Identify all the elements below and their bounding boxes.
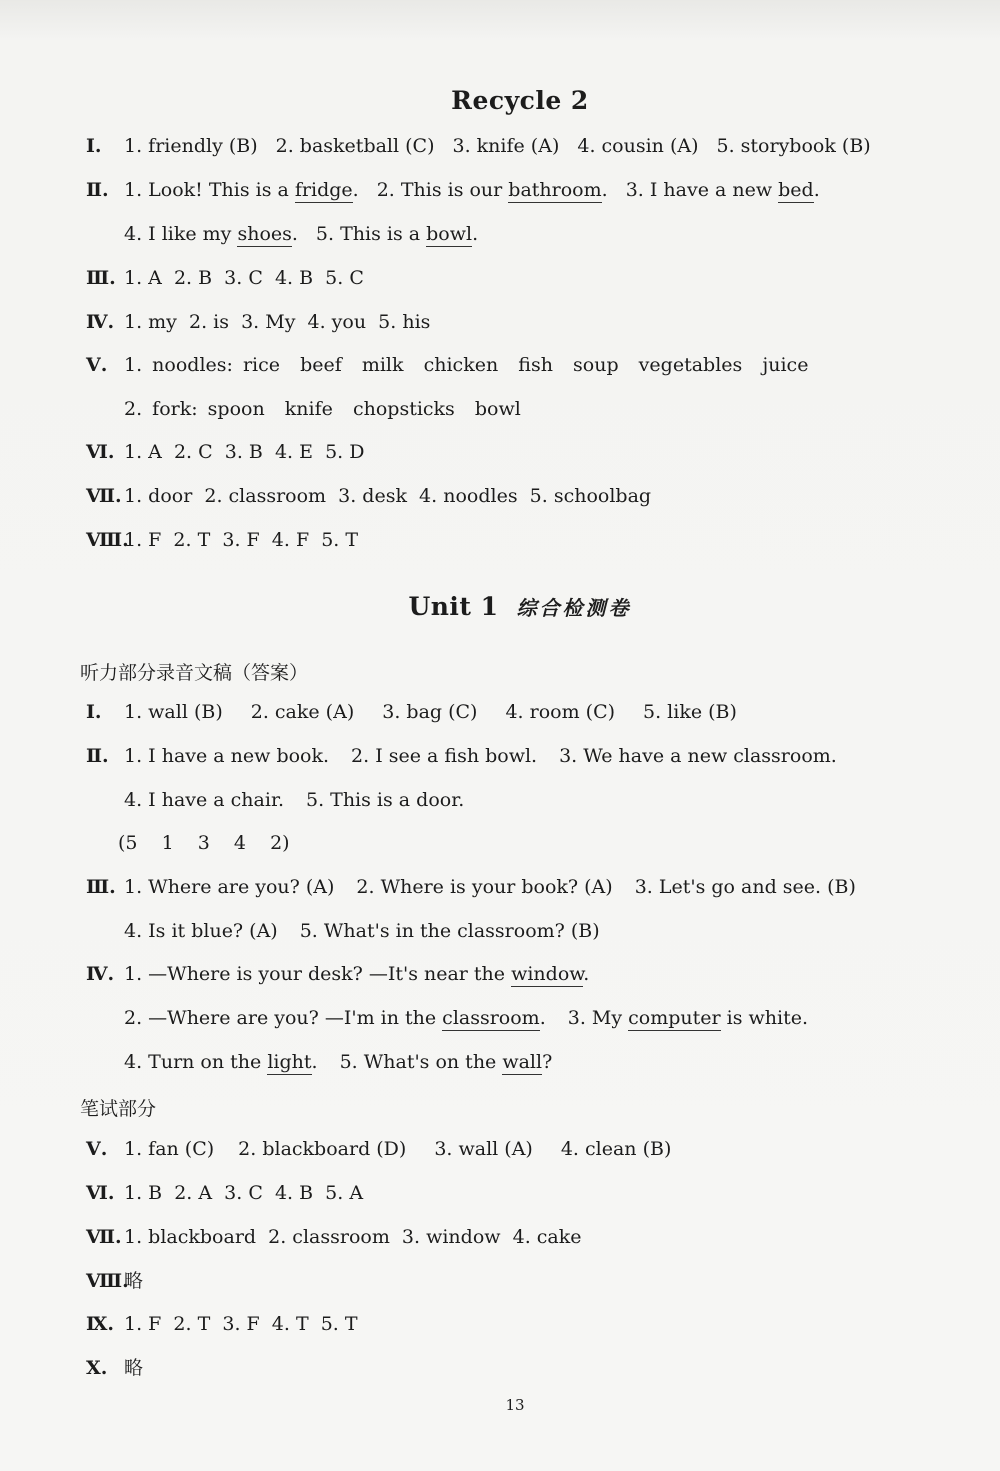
answer-line-1-4: Ⅲ. 1. A 2. B 3. C 4. B 5. C xyxy=(86,267,364,289)
section-title-unit-1: Unit 1 综合检测卷 xyxy=(408,592,632,621)
answer-line-1-7: 2. fork: spoon knife chopsticks bowl xyxy=(124,398,521,420)
written-heading: 笔试部分 xyxy=(80,1098,157,1120)
answer-line-2-9: 4. Turn on the light. 5. What's on the wall? xyxy=(124,1051,553,1073)
answer-line-3-3: Ⅶ. 1. blackboard 2. classroom 3. window 4. cake xyxy=(86,1226,582,1248)
answer-line-3-5: Ⅸ. 1. F 2. T 3. F 4. T 5. T xyxy=(86,1313,358,1335)
answer-line-2-6: 4. Is it blue? (A) 5. What's in the classroom? (B) xyxy=(124,920,600,942)
answer-line-1-6: Ⅴ. 1. noodles: rice beef milk chicken fish soup vegetables juice xyxy=(86,354,809,376)
answer-line-2-7: Ⅳ. 1. —Where is your desk? —It's near the window. xyxy=(86,963,590,985)
section-title-recycle-2: Recycle 2 xyxy=(451,86,589,115)
answer-line-2-5: Ⅲ. 1. Where are you? (A) 2. Where is your book? (A) 3. Let's go and see. (B) xyxy=(86,876,856,898)
page-number: 13 xyxy=(505,1396,525,1414)
answer-line-2-1: Ⅰ. 1. wall (B) 2. cake (A) 3. bag (C) 4. room (C) 5. like (B) xyxy=(86,701,737,723)
answer-line-3-1: Ⅴ. 1. fan (C) 2. blackboard (D) 3. wall (A) 4. clean (B) xyxy=(86,1138,672,1160)
answer-line-1-8: Ⅵ. 1. A 2. C 3. B 4. E 5. D xyxy=(86,441,365,463)
answer-line-3-2: Ⅵ. 1. B 2. A 3. C 4. B 5. A xyxy=(86,1182,364,1204)
answer-line-1-1: Ⅰ. 1. friendly (B) 2. basketball (C) 3. knife (A) 4. cousin (A) 5. storybook (B) xyxy=(86,135,871,157)
answer-line-1-3: 4. I like my shoes. 5. This is a bowl. xyxy=(124,223,479,245)
answer-line-2-8: 2. —Where are you? —I'm in the classroom. 3. My computer is white. xyxy=(124,1007,809,1029)
answer-line-1-9: Ⅶ. 1. door 2. classroom 3. desk 4. noodles 5. schoolbag xyxy=(86,485,652,507)
answer-line-2-3: 4. I have a chair. 5. This is a door. xyxy=(124,789,465,811)
answer-line-1-10: Ⅷ.1. F 2. T 3. F 4. F 5. T xyxy=(86,529,359,551)
answer-line-3-4: Ⅷ.略 xyxy=(86,1270,144,1292)
answer-line-2-2: Ⅱ. 1. I have a new book. 2. I see a fish bowl. 3. We have a new classroom. xyxy=(86,745,837,767)
answer-line-1-2: Ⅱ. 1. Look! This is a fridge. 2. This is our bathroom. 3. I have a new bed. xyxy=(86,179,820,201)
listening-heading: 听力部分录音文稿（答案） xyxy=(80,662,309,684)
answer-line-1-5: Ⅳ. 1. my 2. is 3. My 4. you 5. his xyxy=(86,311,431,333)
answer-line-3-6: Ⅹ. 略 xyxy=(86,1357,144,1379)
answer-line-2-4: (5 1 3 4 2) xyxy=(118,832,290,854)
